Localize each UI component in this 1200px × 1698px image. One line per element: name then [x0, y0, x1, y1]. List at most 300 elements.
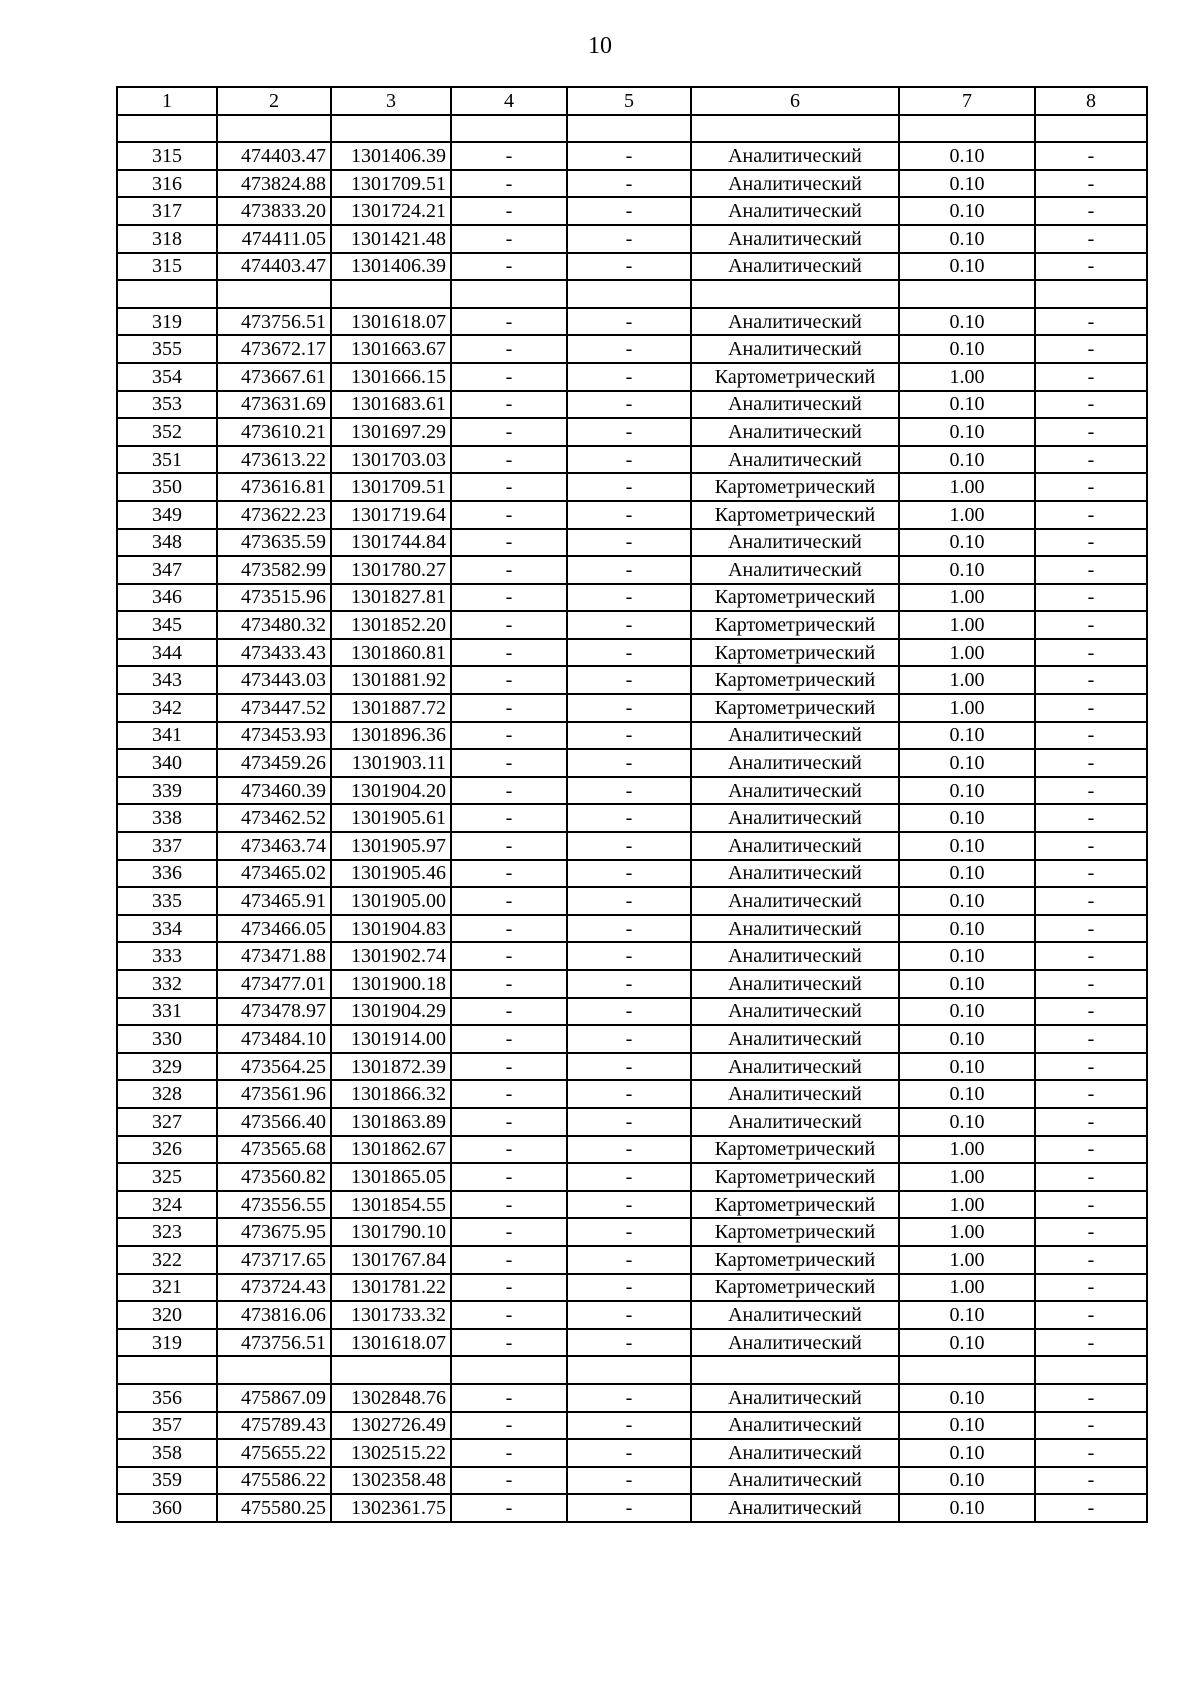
table-cell: 473582.99 — [217, 556, 331, 584]
table-cell: - — [567, 170, 691, 198]
table-cell: - — [451, 529, 567, 557]
table-cell: - — [567, 584, 691, 612]
table-cell: 0.10 — [899, 860, 1035, 888]
table-cell: 1301406.39 — [331, 253, 451, 281]
table-cell: 1301904.20 — [331, 777, 451, 805]
table-cell: 1301697.29 — [331, 418, 451, 446]
table-cell: 473724.43 — [217, 1274, 331, 1302]
table-cell: 1301887.72 — [331, 694, 451, 722]
table-cell: 350 — [117, 473, 217, 501]
table-cell: 357 — [117, 1412, 217, 1440]
table-cell: 359 — [117, 1467, 217, 1495]
table-row — [117, 170, 1147, 198]
table-row — [117, 887, 1147, 915]
table-cell: 1302848.76 — [331, 1384, 451, 1412]
table-cell: - — [567, 970, 691, 998]
table-row — [117, 335, 1147, 363]
table-cell: 1301903.11 — [331, 749, 451, 777]
table-cell: 1.00 — [899, 1191, 1035, 1219]
table-cell — [567, 280, 691, 308]
table-cell: 0.10 — [899, 998, 1035, 1026]
table-cell: - — [567, 1439, 691, 1467]
table-cell: - — [451, 1163, 567, 1191]
table-cell: - — [567, 1301, 691, 1329]
table-cell: Картометрический — [691, 473, 899, 501]
table-cell: 473672.17 — [217, 335, 331, 363]
table-cell: - — [567, 1494, 691, 1522]
table-cell: - — [451, 694, 567, 722]
table-cell: - — [451, 749, 567, 777]
table-cell: 1301709.51 — [331, 473, 451, 501]
table-cell: Аналитический — [691, 832, 899, 860]
table-cell: Картометрический — [691, 501, 899, 529]
table-cell: - — [1035, 335, 1147, 363]
table-cell: 473565.68 — [217, 1136, 331, 1164]
table-cell: - — [1035, 197, 1147, 225]
table-cell: 0.10 — [899, 1301, 1035, 1329]
table-cell: 473433.43 — [217, 639, 331, 667]
table-cell: - — [567, 1191, 691, 1219]
table-cell: - — [451, 501, 567, 529]
table-row — [117, 804, 1147, 832]
table-cell: - — [451, 777, 567, 805]
table-cell: - — [567, 142, 691, 170]
table-cell: 0.10 — [899, 749, 1035, 777]
table-cell: - — [451, 446, 567, 474]
table-cell: - — [567, 391, 691, 419]
table-cell: 0.10 — [899, 832, 1035, 860]
table-cell: 326 — [117, 1136, 217, 1164]
table-cell: 1.00 — [899, 666, 1035, 694]
table-cell: - — [451, 1025, 567, 1053]
table-cell — [117, 280, 217, 308]
table-cell: - — [567, 1246, 691, 1274]
table-cell: Аналитический — [691, 722, 899, 750]
table-cell — [1035, 115, 1147, 143]
table-cell — [217, 115, 331, 143]
table-row — [117, 1191, 1147, 1219]
table-row — [117, 1384, 1147, 1412]
table-cell: - — [567, 887, 691, 915]
table-row — [117, 1412, 1147, 1440]
table-cell: 1301860.81 — [331, 639, 451, 667]
table-cell: 1301881.92 — [331, 666, 451, 694]
table-cell: 348 — [117, 529, 217, 557]
table-cell — [899, 280, 1035, 308]
table-cell: - — [451, 225, 567, 253]
table-cell: 0.10 — [899, 915, 1035, 943]
table-cell: - — [567, 1080, 691, 1108]
table-cell: - — [451, 1136, 567, 1164]
table-cell: 327 — [117, 1108, 217, 1136]
table-cell: 473477.01 — [217, 970, 331, 998]
table-cell: - — [1035, 832, 1147, 860]
table-cell: Аналитический — [691, 970, 899, 998]
table-cell: Аналитический — [691, 942, 899, 970]
table-cell: 0.10 — [899, 942, 1035, 970]
table-cell: 0.10 — [899, 253, 1035, 281]
table-cell: - — [567, 832, 691, 860]
table-cell: 1.00 — [899, 1163, 1035, 1191]
table-cell: 339 — [117, 777, 217, 805]
table-cell: 473833.20 — [217, 197, 331, 225]
table-cell: - — [451, 197, 567, 225]
table-cell: 1.00 — [899, 1218, 1035, 1246]
table-cell: 1301900.18 — [331, 970, 451, 998]
table-cell: - — [567, 308, 691, 336]
table-row — [117, 1329, 1147, 1357]
table-cell: 1.00 — [899, 363, 1035, 391]
table-cell: - — [567, 363, 691, 391]
table-row — [117, 446, 1147, 474]
table-cell: Аналитический — [691, 335, 899, 363]
header-cell: 3 — [331, 87, 451, 115]
table-cell: 1301666.15 — [331, 363, 451, 391]
table-cell: - — [1035, 694, 1147, 722]
table-cell: 474403.47 — [217, 142, 331, 170]
table-cell: 473717.65 — [217, 1246, 331, 1274]
table-cell: - — [567, 1136, 691, 1164]
table-cell: - — [1035, 777, 1147, 805]
table-cell: - — [1035, 804, 1147, 832]
table-cell: Аналитический — [691, 1301, 899, 1329]
table-row — [117, 1080, 1147, 1108]
table-cell: 474411.05 — [217, 225, 331, 253]
table-cell: 337 — [117, 832, 217, 860]
table-cell: Аналитический — [691, 1080, 899, 1108]
table-row — [117, 694, 1147, 722]
table-cell: - — [451, 666, 567, 694]
table-cell: 1.00 — [899, 1274, 1035, 1302]
table-row — [117, 197, 1147, 225]
table-cell: - — [451, 804, 567, 832]
table-cell: Аналитический — [691, 1329, 899, 1357]
table-cell: 0.10 — [899, 777, 1035, 805]
table-cell: 1301406.39 — [331, 142, 451, 170]
table-cell: - — [1035, 1329, 1147, 1357]
table-cell: - — [567, 722, 691, 750]
table-cell: - — [1035, 860, 1147, 888]
table-cell: 473667.61 — [217, 363, 331, 391]
table-cell: 473616.81 — [217, 473, 331, 501]
table-cell: - — [451, 942, 567, 970]
table-cell: 319 — [117, 1329, 217, 1357]
table-cell: - — [451, 1218, 567, 1246]
table-cell: - — [567, 666, 691, 694]
table-cell: - — [1035, 1136, 1147, 1164]
table-cell: - — [451, 915, 567, 943]
table-row — [117, 308, 1147, 336]
table-cell: - — [567, 860, 691, 888]
table-cell: 1301663.67 — [331, 335, 451, 363]
table-cell: 475580.25 — [217, 1494, 331, 1522]
table-cell: 0.10 — [899, 446, 1035, 474]
table-cell: 1301781.22 — [331, 1274, 451, 1302]
table-cell: 473466.05 — [217, 915, 331, 943]
table-cell: - — [567, 749, 691, 777]
table-row — [117, 970, 1147, 998]
table-cell: 1.00 — [899, 694, 1035, 722]
table-cell — [117, 1356, 217, 1384]
table-cell: - — [451, 1053, 567, 1081]
table-cell: Аналитический — [691, 1053, 899, 1081]
table-cell: 473756.51 — [217, 308, 331, 336]
table-cell: 1301719.64 — [331, 501, 451, 529]
table-row — [117, 1494, 1147, 1522]
table-row — [117, 1025, 1147, 1053]
table-row — [117, 1439, 1147, 1467]
table-cell: 473460.39 — [217, 777, 331, 805]
coordinates-table — [116, 86, 1148, 1523]
table-row — [117, 860, 1147, 888]
table-cell — [451, 1356, 567, 1384]
table-cell: 0.10 — [899, 1025, 1035, 1053]
table-cell: 323 — [117, 1218, 217, 1246]
table-row — [117, 1246, 1147, 1274]
table-cell: - — [451, 142, 567, 170]
table-cell: Картометрический — [691, 363, 899, 391]
table-cell — [691, 1356, 899, 1384]
table-cell: Аналитический — [691, 887, 899, 915]
table-row — [117, 1356, 1147, 1384]
table-row — [117, 225, 1147, 253]
header-cell: 8 — [1035, 87, 1147, 115]
table-cell: Картометрический — [691, 666, 899, 694]
table-cell — [899, 1356, 1035, 1384]
table-cell: 473484.10 — [217, 1025, 331, 1053]
table-cell: 473756.51 — [217, 1329, 331, 1357]
table-cell: - — [567, 804, 691, 832]
table-cell: - — [567, 197, 691, 225]
table-cell: - — [451, 1274, 567, 1302]
table-cell: 473459.26 — [217, 749, 331, 777]
table-cell: - — [567, 556, 691, 584]
table-cell: - — [1035, 363, 1147, 391]
table-cell: 1301780.27 — [331, 556, 451, 584]
table-cell: - — [1035, 1218, 1147, 1246]
table-cell: 317 — [117, 197, 217, 225]
table-cell: - — [567, 1467, 691, 1495]
table-cell: - — [1035, 1301, 1147, 1329]
table-cell: - — [1035, 749, 1147, 777]
table-cell: 360 — [117, 1494, 217, 1522]
table-cell: - — [451, 611, 567, 639]
table-body — [117, 87, 1147, 1522]
table-cell: - — [1035, 970, 1147, 998]
table-row — [117, 253, 1147, 281]
table-cell: 1301703.03 — [331, 446, 451, 474]
table-cell: 1301904.83 — [331, 915, 451, 943]
table-cell: Аналитический — [691, 446, 899, 474]
table-cell: 1.00 — [899, 584, 1035, 612]
table-cell: - — [1035, 887, 1147, 915]
table-cell: 0.10 — [899, 804, 1035, 832]
table-cell — [451, 115, 567, 143]
table-cell: Картометрический — [691, 694, 899, 722]
table-cell — [567, 1356, 691, 1384]
table-cell: 315 — [117, 142, 217, 170]
table-row — [117, 777, 1147, 805]
table-cell: - — [1035, 639, 1147, 667]
table-cell: - — [451, 1301, 567, 1329]
table-cell: Картометрический — [691, 1274, 899, 1302]
table-cell — [899, 115, 1035, 143]
table-cell: 351 — [117, 446, 217, 474]
table-cell: 338 — [117, 804, 217, 832]
table-cell — [1035, 280, 1147, 308]
table-cell: 1302515.22 — [331, 1439, 451, 1467]
table-cell: 473816.06 — [217, 1301, 331, 1329]
header-cell: 6 — [691, 87, 899, 115]
table-cell: 473453.93 — [217, 722, 331, 750]
table-cell: - — [567, 1274, 691, 1302]
table-cell: Аналитический — [691, 253, 899, 281]
table-cell: Аналитический — [691, 225, 899, 253]
table-cell: - — [451, 860, 567, 888]
table-cell: - — [567, 1025, 691, 1053]
table-cell: 1301905.61 — [331, 804, 451, 832]
table-cell: 473465.02 — [217, 860, 331, 888]
table-cell: - — [451, 556, 567, 584]
table-cell: - — [1035, 529, 1147, 557]
table-cell: 473515.96 — [217, 584, 331, 612]
table-row — [117, 942, 1147, 970]
table-cell: - — [1035, 446, 1147, 474]
table-cell: 1301827.81 — [331, 584, 451, 612]
table-cell: 1.00 — [899, 1136, 1035, 1164]
table-cell: 356 — [117, 1384, 217, 1412]
table-cell: - — [1035, 1439, 1147, 1467]
table-cell: 1301914.00 — [331, 1025, 451, 1053]
table-row — [117, 998, 1147, 1026]
table-cell: Картометрический — [691, 1218, 899, 1246]
table-cell: 1.00 — [899, 1246, 1035, 1274]
table-cell: - — [451, 253, 567, 281]
table-cell: - — [1035, 611, 1147, 639]
table-cell: Аналитический — [691, 142, 899, 170]
table-cell: 0.10 — [899, 142, 1035, 170]
table-cell: 0.10 — [899, 1467, 1035, 1495]
table-cell: 334 — [117, 915, 217, 943]
table-cell: 0.10 — [899, 308, 1035, 336]
table-cell: 329 — [117, 1053, 217, 1081]
table-cell: 347 — [117, 556, 217, 584]
table-row — [117, 556, 1147, 584]
table-cell: Аналитический — [691, 1412, 899, 1440]
table-cell: 355 — [117, 335, 217, 363]
header-cell: 5 — [567, 87, 691, 115]
table-row — [117, 611, 1147, 639]
table-cell: - — [567, 1218, 691, 1246]
table-cell: 1301905.00 — [331, 887, 451, 915]
table-cell: - — [451, 1191, 567, 1219]
table-cell: Аналитический — [691, 308, 899, 336]
table-row — [117, 418, 1147, 446]
table-cell: 473447.52 — [217, 694, 331, 722]
table-cell: 0.10 — [899, 197, 1035, 225]
table-cell: - — [567, 253, 691, 281]
table-cell: 473443.03 — [217, 666, 331, 694]
table-cell: 473675.95 — [217, 1218, 331, 1246]
table-cell: 475789.43 — [217, 1412, 331, 1440]
table-cell: 473478.97 — [217, 998, 331, 1026]
table-cell — [691, 115, 899, 143]
table-cell: - — [451, 391, 567, 419]
table-cell: 1302361.75 — [331, 1494, 451, 1522]
table-cell: 473613.22 — [217, 446, 331, 474]
table-cell: - — [1035, 501, 1147, 529]
table-cell: - — [1035, 418, 1147, 446]
table-cell: - — [567, 225, 691, 253]
table-cell: 473566.40 — [217, 1108, 331, 1136]
table-cell: 354 — [117, 363, 217, 391]
table-cell: Аналитический — [691, 998, 899, 1026]
table-cell: 0.10 — [899, 887, 1035, 915]
table-cell: 1301854.55 — [331, 1191, 451, 1219]
table-cell: - — [567, 335, 691, 363]
table-row — [117, 1467, 1147, 1495]
table-cell: Аналитический — [691, 915, 899, 943]
table-cell: - — [451, 722, 567, 750]
table-cell: 473480.32 — [217, 611, 331, 639]
table-cell: 321 — [117, 1274, 217, 1302]
table-cell: 0.10 — [899, 335, 1035, 363]
table-cell: 332 — [117, 970, 217, 998]
table-cell: 1.00 — [899, 639, 1035, 667]
table-cell: Аналитический — [691, 170, 899, 198]
table-cell: - — [567, 611, 691, 639]
table-cell: 1301724.21 — [331, 197, 451, 225]
table-cell: - — [451, 1467, 567, 1495]
table-cell: - — [567, 1053, 691, 1081]
table-cell: - — [451, 1494, 567, 1522]
table-cell: 343 — [117, 666, 217, 694]
table-row — [117, 473, 1147, 501]
table-cell: 473556.55 — [217, 1191, 331, 1219]
table-cell: 475867.09 — [217, 1384, 331, 1412]
table-cell: Картометрический — [691, 611, 899, 639]
table-cell: - — [451, 1246, 567, 1274]
table-row — [117, 1136, 1147, 1164]
table-cell: - — [1035, 1080, 1147, 1108]
table-header-row — [117, 87, 1147, 115]
table-cell: Аналитический — [691, 529, 899, 557]
table-cell: - — [1035, 666, 1147, 694]
table-cell: - — [451, 473, 567, 501]
table-row — [117, 749, 1147, 777]
table-cell: - — [1035, 1108, 1147, 1136]
table-cell: - — [567, 1384, 691, 1412]
table-cell: 473561.96 — [217, 1080, 331, 1108]
table-cell: - — [451, 970, 567, 998]
table-cell: - — [451, 832, 567, 860]
table-cell: 0.10 — [899, 391, 1035, 419]
table-cell: - — [1035, 1191, 1147, 1219]
header-cell: 4 — [451, 87, 567, 115]
table-cell: Картометрический — [691, 1246, 899, 1274]
table-cell: - — [1035, 556, 1147, 584]
table-cell: 473462.52 — [217, 804, 331, 832]
table-cell: 346 — [117, 584, 217, 612]
table-cell: 0.10 — [899, 1108, 1035, 1136]
table-cell: 315 — [117, 253, 217, 281]
table-cell: Аналитический — [691, 1384, 899, 1412]
table-cell: - — [451, 363, 567, 391]
table-cell: - — [1035, 1274, 1147, 1302]
table-cell: 345 — [117, 611, 217, 639]
table-row — [117, 1053, 1147, 1081]
table-cell: 331 — [117, 998, 217, 1026]
